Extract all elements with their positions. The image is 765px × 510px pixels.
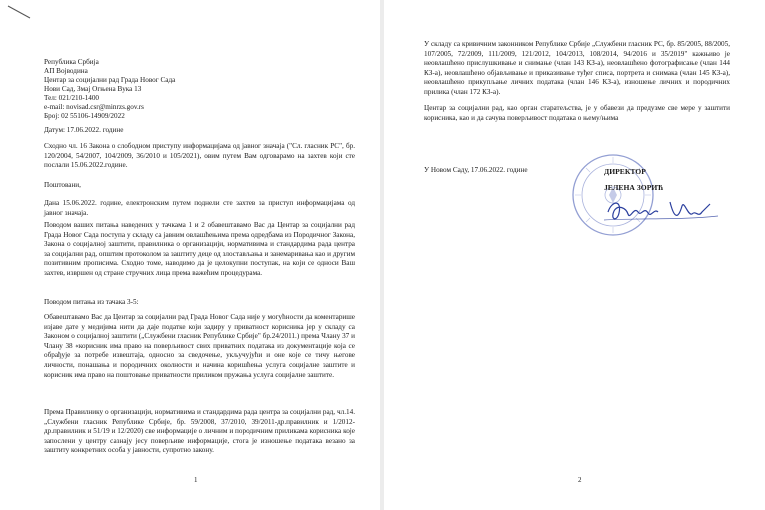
- date-line: Датум: 17.06.2022. године: [44, 126, 124, 134]
- letterhead-line: Република Србија: [44, 58, 99, 66]
- salutation: Поштовани,: [44, 181, 81, 189]
- paragraph-intro: Сходно чл. 16 Закона о слободном приступу информацијама од јавног значаја ("Сл. гласник РС", бр. 120/2004, 54/2007, 104/2009, 36/2010 и 105/2021), овим путем Вам одговарамо на захтев који сте послали 15.06.2022.године.: [44, 142, 355, 170]
- place-date: У Новом Саду, 17.06.2022. године: [424, 166, 528, 174]
- signature-block: [604, 164, 663, 196]
- letterhead-line: Нови Сад, Змај Огњена Вука 13: [44, 85, 142, 93]
- letterhead: [44, 58, 344, 121]
- page-corner-mark: [6, 4, 32, 20]
- paragraph-obligation: Центар за социјални рад, као орган старатељства, је у обавези да предузме све мере у заштити корисника, као и да сачува поверљивост података о њему/њима: [424, 104, 730, 122]
- document-page-2: [384, 0, 765, 510]
- document-page-1: [0, 0, 380, 510]
- paragraph-request: Дана 15.06.2022. године, електронским путем поднели сте захтев за приступ информацијама од јавног значаја.: [44, 199, 355, 217]
- paragraph-points-1-2: Поводом ваших питања наведених у тачкама 1 и 2 обавештавамо Вас да Центар за социјални рад Града Новог Сада поступа у складу са јавним овлашћењима према одредбама из Породичног Закона, Закона о социјалној заштити, правилника о организацији, нормативима и стандардима рада центра за социјални рад, општим протоколом за заштиту деце од злостављања и занемаривања као и другим позитивним прописима. Сходно томе, наводимо да је целокупни поступак, на који се односи Ваш захтев, извршен од стране стручних лица према важећим процедурама.: [44, 221, 355, 277]
- letterhead-line: АП Војводина: [44, 67, 88, 75]
- paragraph-points-3-5-heading: Поводом питања из тачака 3-5:: [44, 298, 139, 306]
- letterhead-line: Број: 02 55106-14909/2022: [44, 112, 125, 120]
- signatory-title: ДИРЕКТОР: [604, 167, 646, 176]
- letterhead-line: Тел: 021/210-1400: [44, 94, 100, 102]
- paragraph-criminal-code: У складу са кривичним законником Републике Србије „Службени гласник РС, бр. 85/2005, 88/2005, 107/2005, 72/2009, 111/2009, 121/2012, 104/2013, 108/2014, 94/2016 и 35/2019" кажњиво је неовлашћено прислушкивање и снимање (члан 143 КЗ-а), неовлашћено фотографисање (члан 144 КЗ-а), неовлашћено објављивање и приказивање туђег списа, портрета и снимака (члан 145 КЗ-а), неовлашћено прикупљање личних података (члан 146 КЗ-а), изношење личних и породичних прилика (члан 172 КЗ-а).: [424, 40, 730, 96]
- signatory-name: ЈЕЛЕНА ЗОРИЋ: [604, 183, 664, 192]
- letterhead-line: Центар за социјални рад Града Новог Сада: [44, 76, 176, 84]
- letterhead-line: e-mail: novisad.csr@minrzs.gov.rs: [44, 103, 144, 111]
- paragraph-privacy: Обавештавамо Вас да Центар за социјални рад Града Новог Сада није у могућности да коментарише изјаве дате у медијима нити да даје податке који задиру у приватност корисника јер у складу са Законом о социјалној заштити („Службени гласник Републике Србије" бр.24/2011.) према Члану 37 и Члану 38 «корисник има право на поверљивост свих приватних података из документације која се обрађује за потребе извештаја, односно за сведочење, укључујући и оне које се тичу његове личности, понашања и породичних околности и начина коришћења услуга социјалне заштите и корисник има право на поштовање приватности приликом пружања услуга социјалне заштите.: [44, 313, 355, 379]
- page-number: 1: [194, 476, 198, 484]
- page-number: 2: [578, 476, 582, 484]
- paragraph-rulebook: Према Правилнику о организацији, нормативима и стандардима рада центра за социјални рад, чл.14. „Службени гласник Републике Србије, бр. 59/2008, 37/2010, 39/2011-др.правилник и 1/2012-др.правилник и 51/19 и 12/2020) све информације о личним и породичним приликама корисника које запослени у центру сазнају јесу поверљиве информације, стога је изношење података везано за заштиту конкретних особа у јавности, супротно закону.: [44, 408, 355, 455]
- handwritten-signature: [602, 196, 722, 226]
